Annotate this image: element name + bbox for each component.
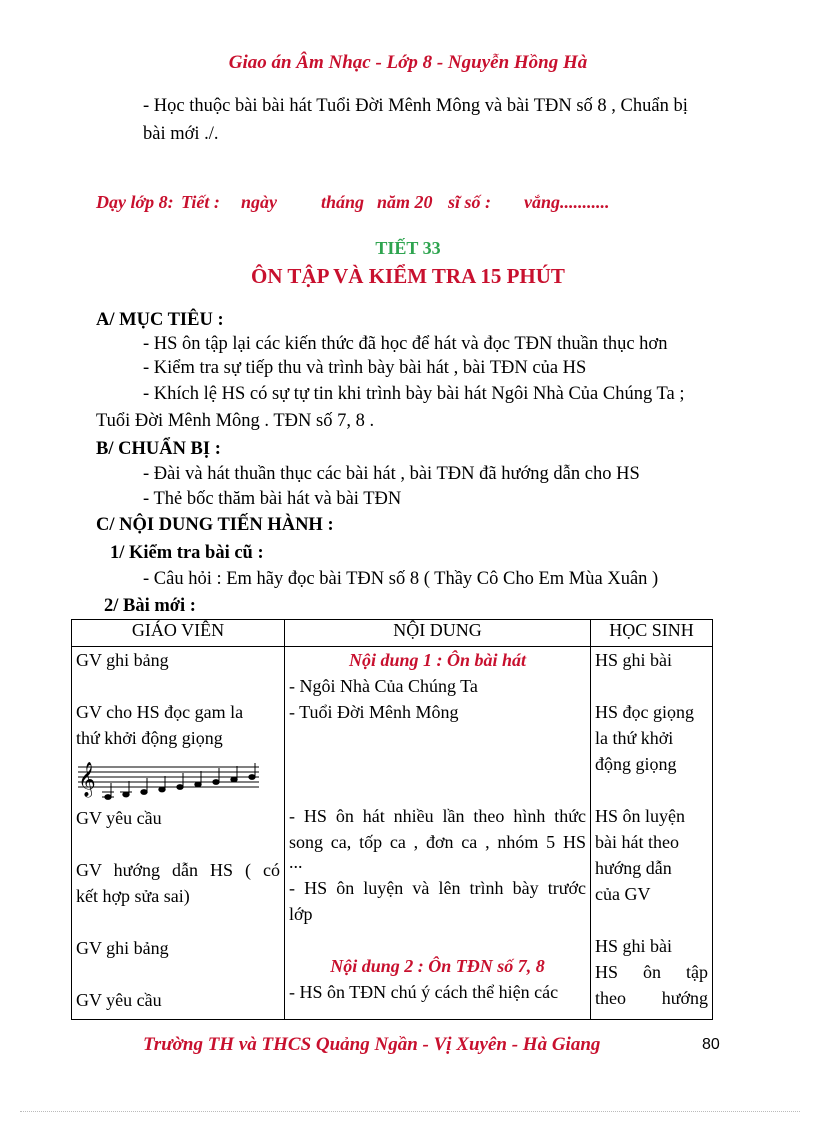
class-size: sĩ số : (448, 192, 492, 212)
content-heading-1: Nội dung 1 : Ôn bài hát (348, 650, 527, 670)
student-line: HS ghi bài (595, 650, 673, 670)
lesson-title: ÔN TẬP VÀ KIỂM TRA 15 PHÚT (251, 264, 565, 288)
class-day: ngày (241, 192, 277, 212)
page-number: 80 (702, 1036, 720, 1053)
class-year: năm 20 (377, 192, 433, 212)
content-line: song ca, tốp ca , đơn ca , nhóm 5 HS (289, 832, 586, 852)
content-line: - HS ôn luyện và lên trình bày trước (289, 878, 586, 898)
content-line: - Ngôi Nhà Của Chúng Ta (289, 676, 478, 696)
page-header: Giao án Âm Nhạc - Lớp 8 - Nguyễn Hồng Hà (228, 52, 588, 73)
teacher-line: GV yêu cầu (76, 808, 162, 828)
content-cell (285, 647, 591, 1020)
content-line: - HS ôn hát nhiều lần theo hình thức (289, 806, 586, 826)
content-line: lớp (289, 904, 313, 924)
content-line: - HS ôn TĐN chú ý cách thể hiện các (289, 982, 559, 1002)
lesson-table (71, 619, 713, 1020)
intro-line-2: bài mới ./. (143, 124, 219, 144)
student-line: HS ôn tập (595, 962, 708, 982)
teacher-line: kết hợp sửa sai) (76, 886, 190, 906)
music-staff (76, 751, 280, 805)
student-line: của GV (595, 884, 651, 904)
page-bottom-rule (20, 1111, 800, 1112)
class-grade: Dạy lớp 8: (96, 192, 174, 212)
table-row (72, 647, 713, 1020)
section-b-item-2: - Thẻ bốc thăm bài hát và bài TĐN (143, 489, 402, 509)
class-month: tháng (321, 192, 365, 212)
student-line: HS đọc giọng (595, 702, 694, 722)
section-a-item-1: - HS ôn tập lại các kiến thức đã học để hát và đọc TĐN thuần thục hơn (143, 334, 668, 354)
section-c-heading: C/ NỘI DUNG TIẾN HÀNH : (96, 515, 334, 535)
teacher-line: GV hướng dẫn HS ( có (76, 860, 280, 880)
content-heading-2: Nội dung 2 : Ôn TĐN số 7, 8 (330, 956, 545, 976)
column-header-content: NỘI DUNG (285, 620, 591, 647)
teacher-line: GV cho HS đọc gam la (76, 702, 244, 722)
teacher-line: thứ khởi động giọng (76, 728, 223, 748)
student-line: HS ghi bài (595, 936, 673, 956)
section-b-item-1: - Đài và hát thuần thục các bài hát , bài TĐN đã hướng dẫn cho HS (143, 464, 640, 484)
student-line: động giọng (595, 754, 677, 774)
section-a-heading: A/ MỤC TIÊU : (96, 310, 224, 330)
class-period: Tiết : (181, 192, 220, 212)
student-line: la thứ khởi (595, 728, 674, 748)
student-line: hướng dẫn (595, 858, 672, 878)
teacher-line: GV ghi bảng (76, 938, 169, 958)
class-absent: vắng........... (524, 192, 610, 212)
section-c-sub-1-item: - Câu hỏi : Em hãy đọc bài TĐN số 8 ( Thầy Cô Cho Em Mùa Xuân ) (143, 569, 659, 589)
column-header-student: HỌC SINH (591, 620, 713, 647)
section-c-sub-2: 2/ Bài mới : (104, 596, 196, 616)
section-a-item-2: - Kiểm tra sự tiếp thu và trình bày bài hát , bài TĐN của HS (143, 358, 587, 378)
section-a-item-3: - Khích lệ HS có sự tự tin khi trình bày bài hát Ngôi Nhà Của Chúng Ta ; (143, 384, 685, 404)
table-header-row (72, 620, 713, 647)
student-cell (591, 647, 713, 1020)
content-line: - Tuổi Đời Mênh Mông (289, 702, 459, 722)
scale-staff-icon (76, 759, 260, 803)
page-footer: Trường TH và THCS Quảng Ngần - Vị Xuyên - Hà Giang (143, 1034, 601, 1055)
student-line: bài hát theo (595, 832, 679, 852)
section-c-sub-1: 1/ Kiểm tra bài cũ : (110, 543, 264, 563)
teacher-line: GV yêu cầu (76, 990, 162, 1010)
column-header-teacher: GIÁO VIÊN (72, 620, 285, 647)
svg-text:𝄞: 𝄞 (78, 762, 96, 797)
intro-line-1: - Học thuộc bài bài hát Tuổi Đời Mênh Mông và bài TĐN số 8 , Chuẩn bị (143, 96, 688, 116)
section-a-continuation: Tuổi Đời Mênh Mông . TĐN số 7, 8 . (96, 411, 375, 431)
teacher-line: GV ghi bảng (76, 650, 169, 670)
student-line: HS ôn luyện (595, 806, 685, 826)
lesson-number: TIẾT 33 (375, 238, 441, 258)
content-line: ... (289, 855, 303, 872)
teacher-cell (72, 647, 285, 1020)
student-line: theo hướng (595, 988, 708, 1008)
section-b-heading: B/ CHUẨN BỊ : (96, 439, 221, 459)
